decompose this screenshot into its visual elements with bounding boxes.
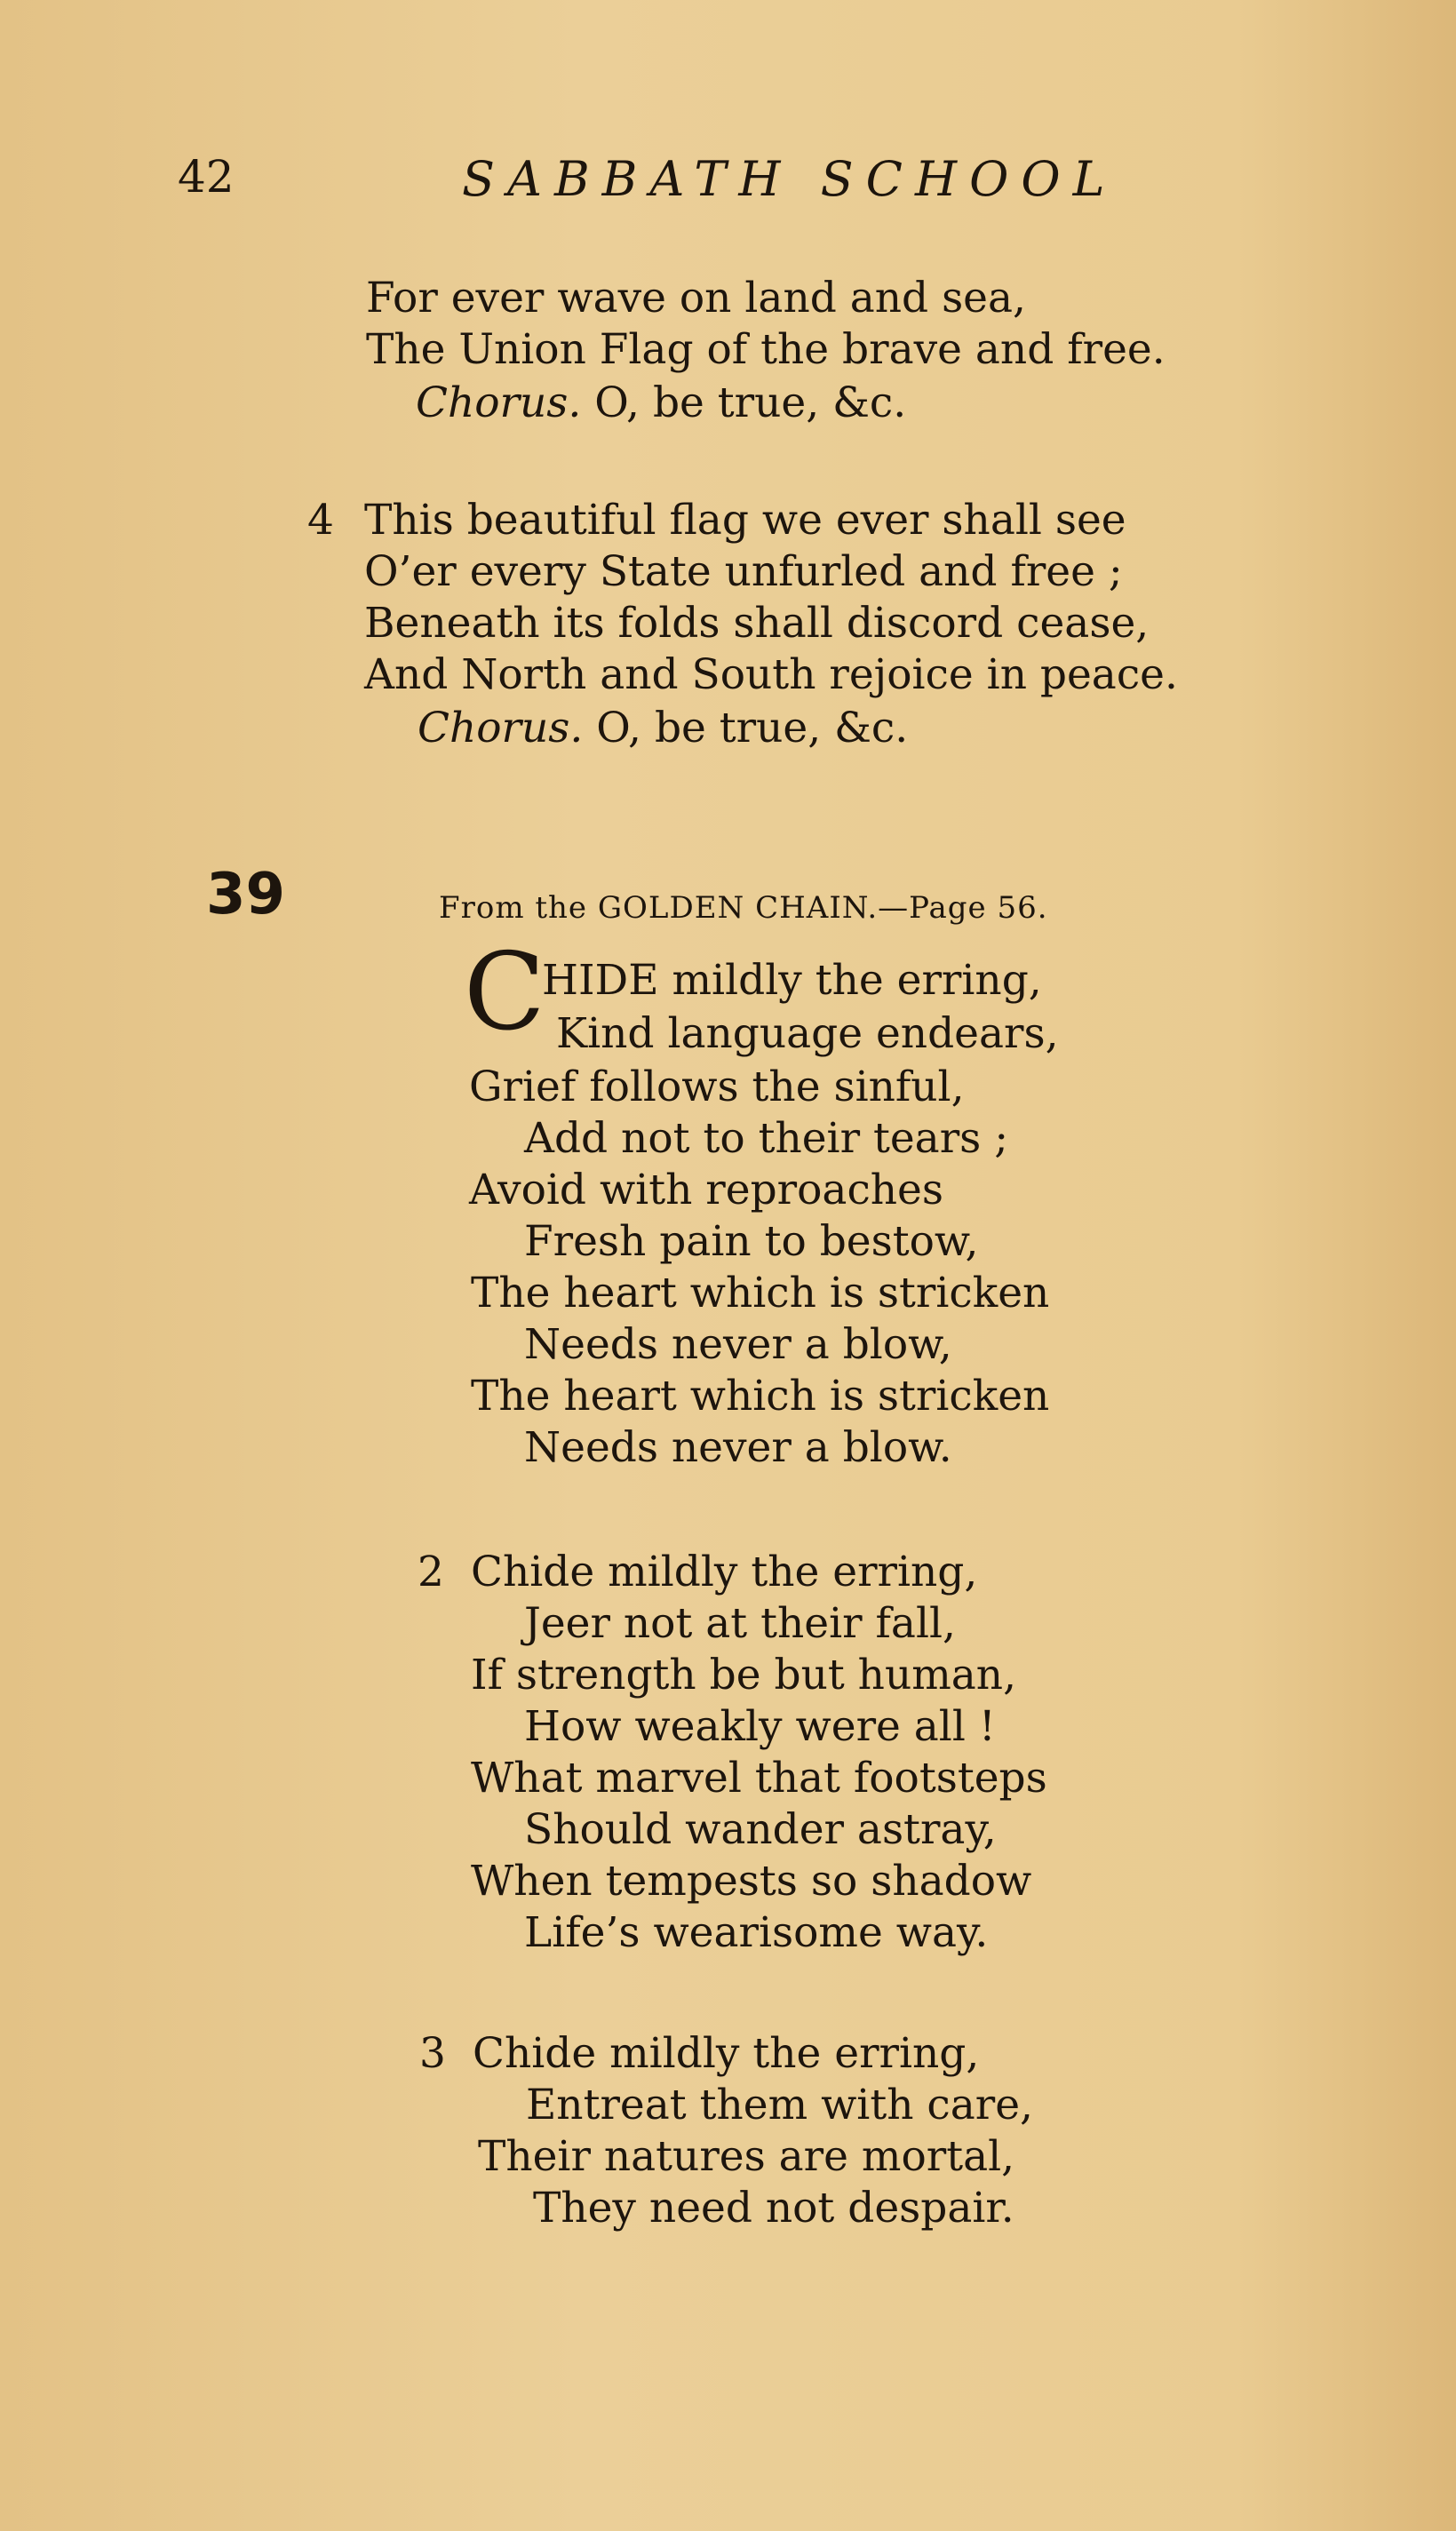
chorus-text: O, be true, &c. xyxy=(594,378,907,427)
verse-line: When tempests so shadow xyxy=(471,1857,1032,1906)
verse-line: Needs never a blow. xyxy=(524,1423,952,1472)
verse-line: What marvel that footsteps xyxy=(471,1754,1047,1803)
verse-line: Beneath its folds shall discord cease, xyxy=(364,599,1150,648)
page-header xyxy=(0,151,1456,222)
verse-line: The Union Flag of the brave and free. xyxy=(366,325,1166,374)
page-number: 42 xyxy=(178,151,235,203)
verse-line: For ever wave on land and sea, xyxy=(366,274,1026,322)
chorus-label: Chorus. xyxy=(416,378,582,427)
verse-line: Avoid with reproaches xyxy=(469,1166,943,1214)
verse-line: O’er every State unfurled and free ; xyxy=(364,547,1123,596)
drop-cap: C xyxy=(464,931,545,1055)
verse-line: Their natures are mortal, xyxy=(478,2132,1015,2181)
verse-line: Life’s wearisome way. xyxy=(524,1908,989,1957)
verse-line: Needs never a blow, xyxy=(524,1320,952,1369)
verse-line: Should wander astray, xyxy=(524,1805,997,1854)
chorus-line xyxy=(418,704,909,752)
verse-line: And North and South rejoice in peace. xyxy=(364,650,1178,699)
verse-line: This beautiful flag we ever shall see xyxy=(364,496,1126,545)
verse-line: How weakly were all ! xyxy=(524,1702,996,1751)
verse-line: Jeer not at their fall, xyxy=(524,1599,956,1648)
chorus-text: O, be true, &c. xyxy=(596,704,909,752)
verse-line: The heart which is stricken xyxy=(471,1269,1050,1317)
verse-line: Chide mildly the erring, xyxy=(473,2029,980,2078)
verse-line: If strength be but human, xyxy=(471,1651,1017,1699)
verse-line: Entreat them with care, xyxy=(526,2081,1033,2129)
verse-line: The heart which is stricken xyxy=(471,1372,1050,1421)
running-title: SABBATH SCHOOL xyxy=(462,151,1118,207)
verse-line: They need not despair. xyxy=(533,2184,1014,2233)
verse-line: HIDE mildly the erring, xyxy=(542,956,1042,1005)
verse-number: 2 xyxy=(418,1548,444,1596)
chorus-line xyxy=(416,378,907,427)
hymn-number: 39 xyxy=(206,862,286,927)
verse-line: Grief follows the sinful, xyxy=(469,1063,965,1111)
verse-number: 3 xyxy=(419,2029,446,2078)
verse-line: Fresh pain to bestow, xyxy=(524,1217,979,1266)
verse-line: Kind language endears, xyxy=(556,1009,1059,1058)
verse-line: Chide mildly the erring, xyxy=(471,1548,978,1596)
source-note: From the GOLDEN CHAIN.—Page 56. xyxy=(439,890,1048,926)
verse-number: 4 xyxy=(307,496,334,545)
chorus-label: Chorus. xyxy=(418,704,584,752)
verse-line: Add not to their tears ; xyxy=(524,1114,1009,1163)
